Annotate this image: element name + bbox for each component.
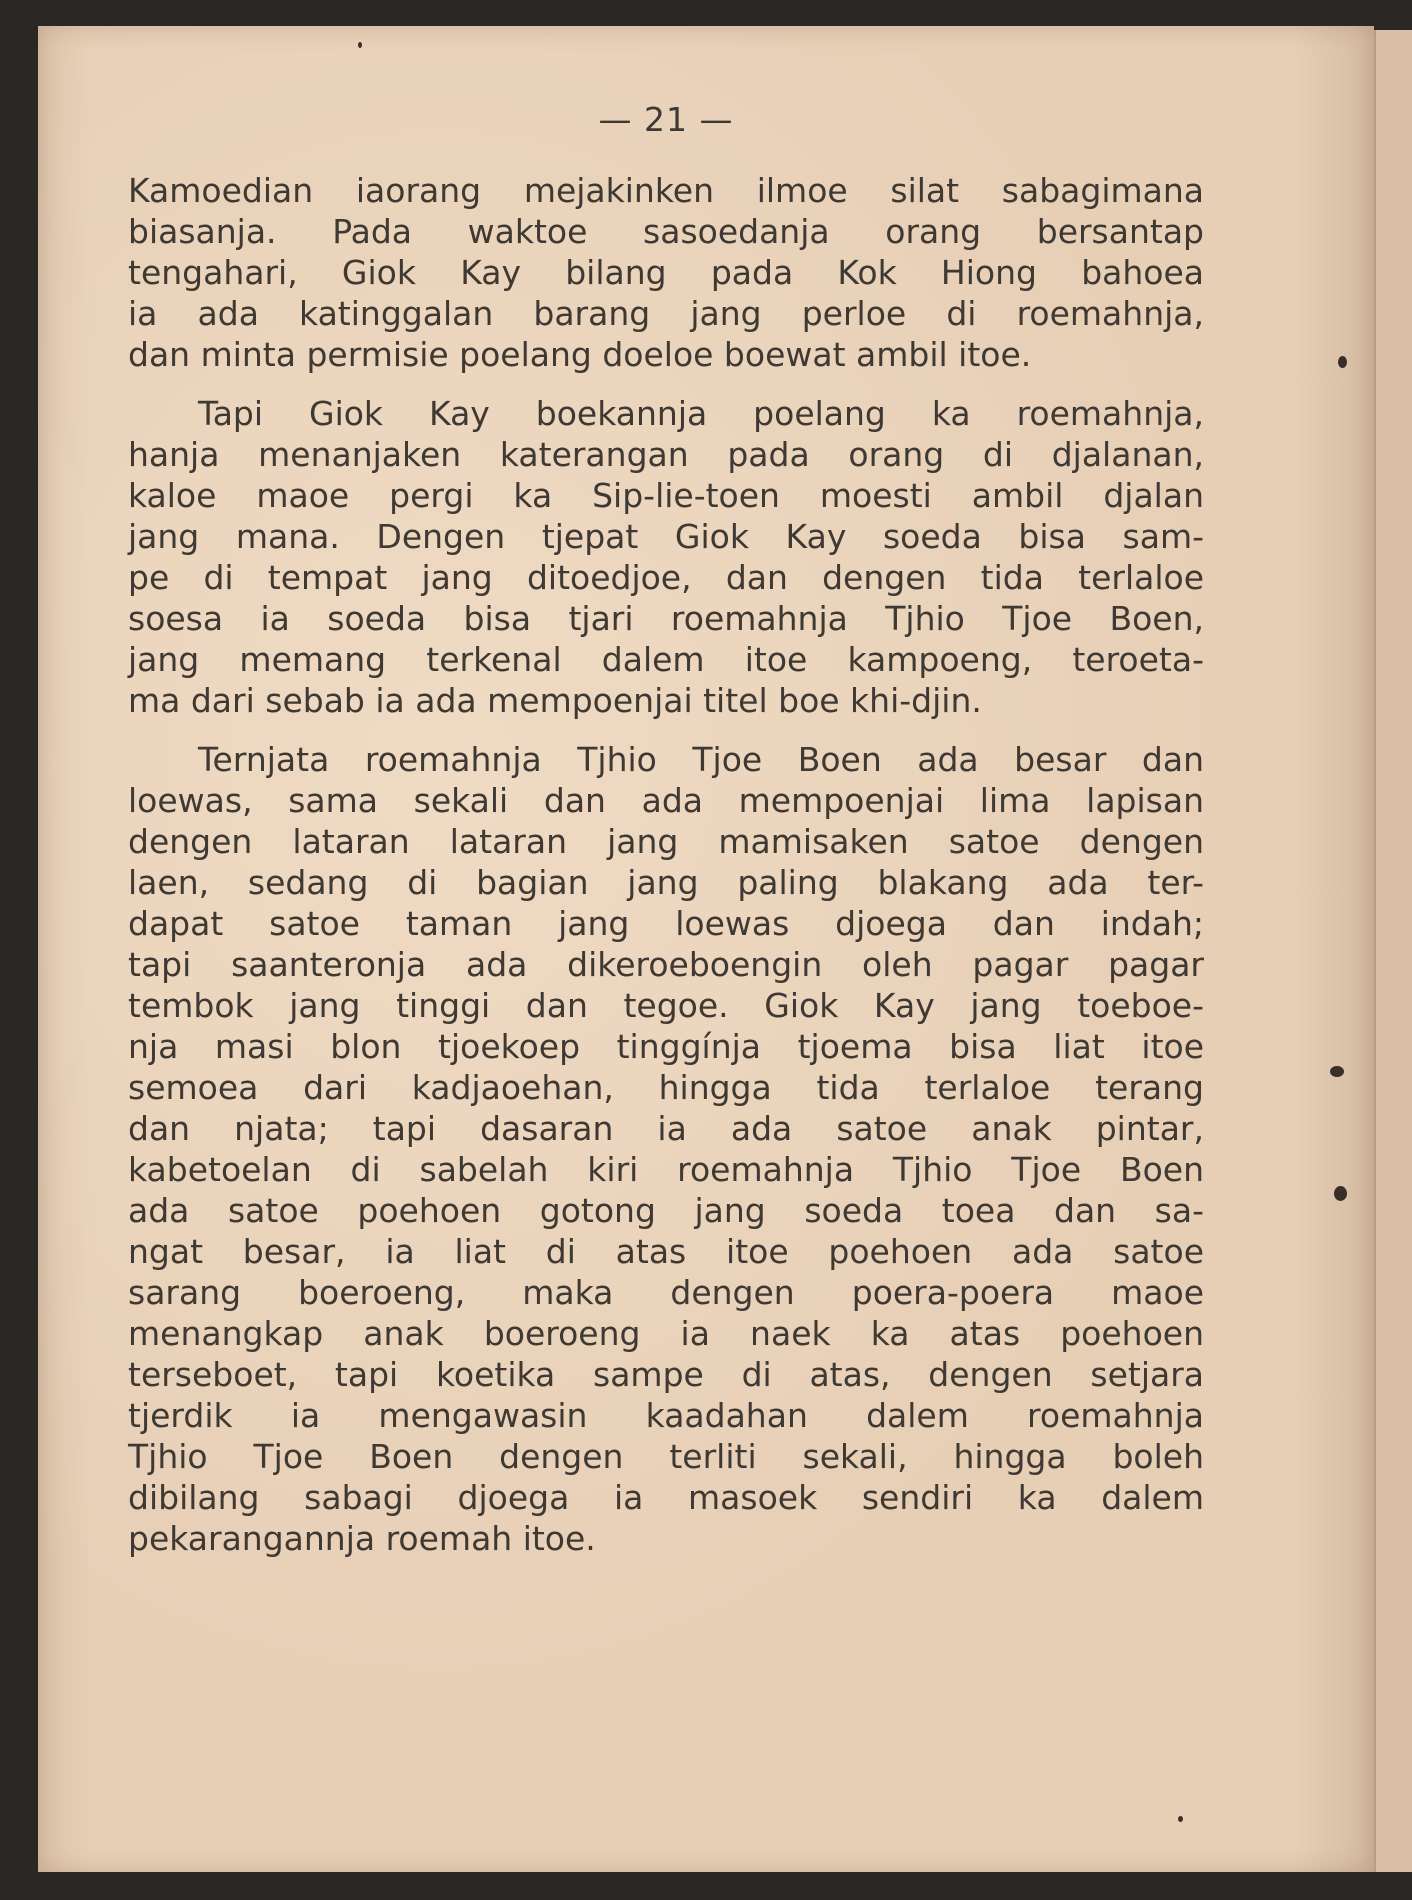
text-line: soesa ia soeda bisa tjari roemahnja Tjhio Tjoe Boen, xyxy=(128,599,1204,638)
ink-speck xyxy=(358,42,362,48)
text-line: dapat satoe taman jang loewas djoega dan indah; xyxy=(128,904,1204,943)
text-line: tapi saanteronja ada dikeroeboengin oleh pagar pagar xyxy=(128,945,1204,984)
text-line: Tjhio Tjoe Boen dengen terliti sekali, hingga boleh xyxy=(128,1437,1204,1476)
text-line: semoea dari kadjaoehan, hingga tida terlaloe terang xyxy=(128,1068,1204,1107)
text-line: dan njata; tapi dasaran ia ada satoe anak pintar, xyxy=(128,1109,1204,1148)
ink-speck xyxy=(1178,1816,1183,1822)
text-line: nja masi blon tjoekoep tinggínja tjoema bisa liat itoe xyxy=(128,1027,1204,1066)
page-number: — 21 — xyxy=(598,100,734,139)
text-line: tembok jang tinggi dan tegoe. Giok Kay jang toeboe- xyxy=(128,986,1204,1025)
text-line: Tapi Giok Kay boekannja poelang ka roemahnja, xyxy=(198,394,1204,433)
ink-speck xyxy=(1334,1186,1347,1201)
text-line: jang mana. Dengen tjepat Giok Kay soeda bisa sam- xyxy=(128,517,1204,556)
text-line: biasanja. Pada waktoe sasoedanja orang bersantap xyxy=(128,212,1204,251)
text-line: kabetoelan di sabelah kiri roemahnja Tjhio Tjoe Boen xyxy=(128,1150,1204,1189)
paragraph-2 xyxy=(128,393,1204,721)
text-line: jang memang terkenal dalem itoe kampoeng, teroeta- xyxy=(128,640,1204,679)
text-line: loewas, sama sekali dan ada mempoenjai lima lapisan xyxy=(128,781,1204,820)
text-line: Ternjata roemahnja Tjhio Tjoe Boen ada besar dan xyxy=(198,740,1204,779)
text-line: ada satoe poehoen gotong jang soeda toea dan sa- xyxy=(128,1191,1204,1230)
text-line: laen, sedang di bagian jang paling blakang ada ter- xyxy=(128,863,1204,902)
text-line: tjerdik ia mengawasin kaadahan dalem roemahnja xyxy=(128,1396,1204,1435)
text-line: dibilang sabagi djoega ia masoek sendiri ka dalem xyxy=(128,1478,1204,1517)
ink-speck xyxy=(1338,356,1347,368)
adjacent-page-edge xyxy=(1374,30,1412,1872)
text-line: pe di tempat jang ditoedjoe, dan dengen tida terlaloe xyxy=(128,558,1204,597)
ink-speck xyxy=(1330,1066,1344,1077)
text-line: terseboet, tapi koetika sampe di atas, dengen setjara xyxy=(128,1355,1204,1394)
text-line: hanja menanjaken katerangan pada orang di djalanan, xyxy=(128,435,1204,474)
text-line: dan minta permisie poelang doeloe boewat ambil itoe. xyxy=(128,335,1032,374)
text-line: ngat besar, ia liat di atas itoe poehoen ada satoe xyxy=(128,1232,1204,1271)
text-line: sarang boeroeng, maka dengen poera-poera maoe xyxy=(128,1273,1204,1312)
page-text xyxy=(128,100,1204,1559)
text-line: pekarangannja roemah itoe. xyxy=(128,1519,596,1558)
text-line: tengahari, Giok Kay bilang pada Kok Hiong bahoea xyxy=(128,253,1204,292)
paragraph-3 xyxy=(128,739,1204,1559)
text-line: Kamoedian iaorang mejakinken ilmoe silat sabagimana xyxy=(128,171,1204,210)
text-line: menangkap anak boeroeng ia naek ka atas poehoen xyxy=(128,1314,1204,1353)
text-line: dengen lataran lataran jang mamisaken satoe dengen xyxy=(128,822,1204,861)
text-line: ia ada katinggalan barang jang perloe di roemahnja, xyxy=(128,294,1204,333)
text-line: ma dari sebab ia ada mempoenjai titel boe khi-djin. xyxy=(128,681,982,720)
paragraph-1 xyxy=(128,170,1204,375)
text-line: kaloe maoe pergi ka Sip-lie-toen moesti ambil djalan xyxy=(128,476,1204,515)
